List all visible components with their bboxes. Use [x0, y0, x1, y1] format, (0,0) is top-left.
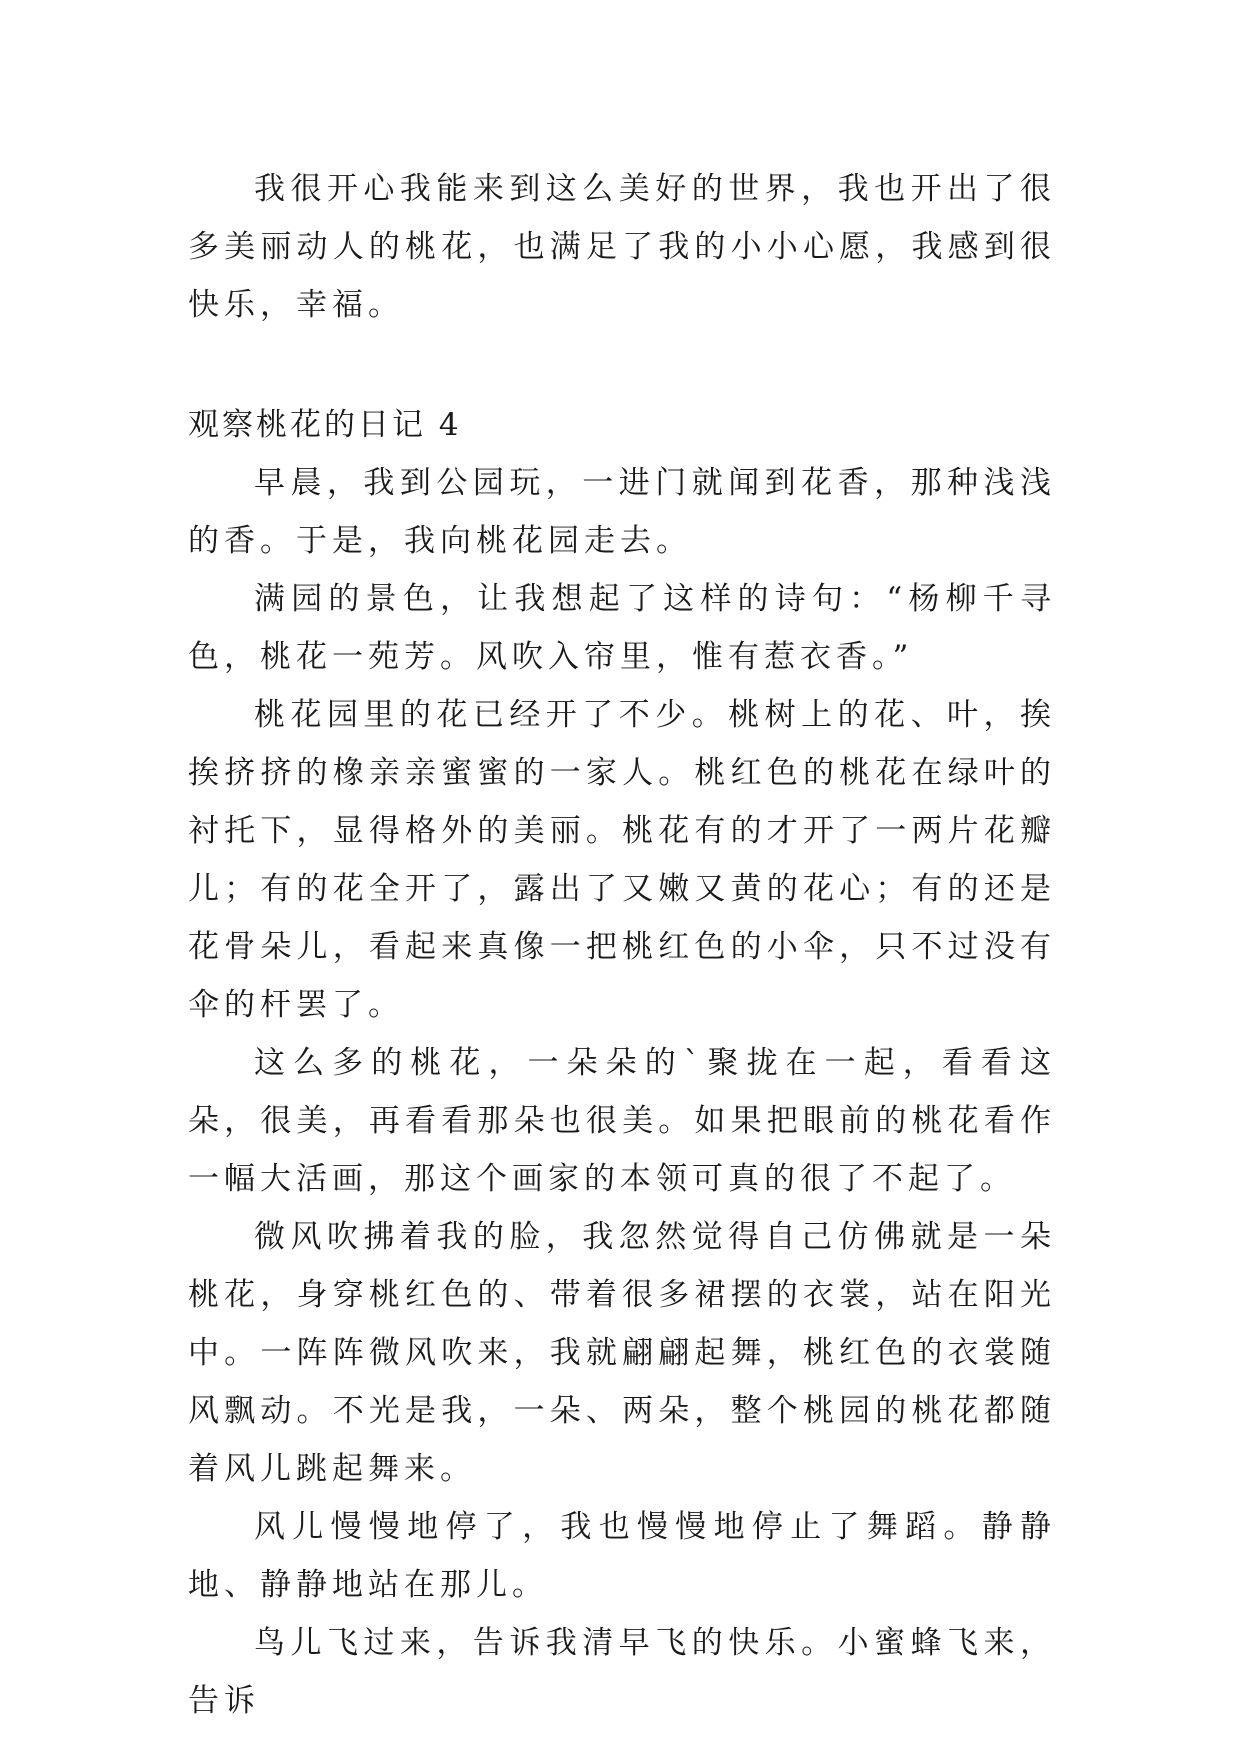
paragraph: 微风吹拂着我的脸，我忽然觉得自己仿佛就是一朵桃花，身穿桃红色的、带着很多裙摆的衣裳，站在阳光中。一阵阵微风吹来，我就翩翩起舞，桃红色的衣裳随风飘动。不光是我，一朵、两朵，整个桃园的桃花都随着风儿跳起舞来。 [188, 1219, 1056, 1487]
paragraph: 风儿慢慢地停了，我也慢慢地停止了舞蹈。静静地、静静地站在那儿。 [188, 1509, 1056, 1603]
paragraph: 桃花园里的花已经开了不少。桃树上的花、叶，挨挨挤挤的橡亲亲蜜蜜的一家人。桃红色的桃花在绿叶的衬托下，显得格外的美丽。桃花有的才开了一两片花瓣儿；有的花全开了，露出了又嫩又黄的花心；有的还是花骨朵儿，看起来真像一把桃红色的小伞，只不过没有伞的杆罢了。 [188, 697, 1056, 1023]
intro-paragraph: 我很开心我能来到这么美好的世界，我也开出了很多美丽动人的桃花，也满足了我的小小心愿，我感到很快乐，幸福。 [188, 171, 1056, 323]
paragraph: 早晨，我到公园玩，一进门就闻到花香，那种浅浅的香。于是，我向桃花园走去。 [188, 465, 1056, 559]
section-title: 观察桃花的日记 4 [188, 407, 462, 443]
paragraph: 这么多的桃花，一朵朵的`聚拢在一起，看看这朵，很美，再看看那朵也很美。如果把眼前的桃花看作一幅大活画，那这个画家的本领可真的很了不起了。 [188, 1045, 1056, 1197]
paragraph: 鸟儿飞过来，告诉我清早飞的快乐。小蜜蜂飞来，告诉 [188, 1625, 1056, 1719]
document-body [188, 160, 1056, 1730]
paragraph: 满园的景色，让我想起了这样的诗句：“杨柳千寻色，桃花一苑芳。风吹入帘里，惟有惹衣香。” [188, 581, 1056, 675]
